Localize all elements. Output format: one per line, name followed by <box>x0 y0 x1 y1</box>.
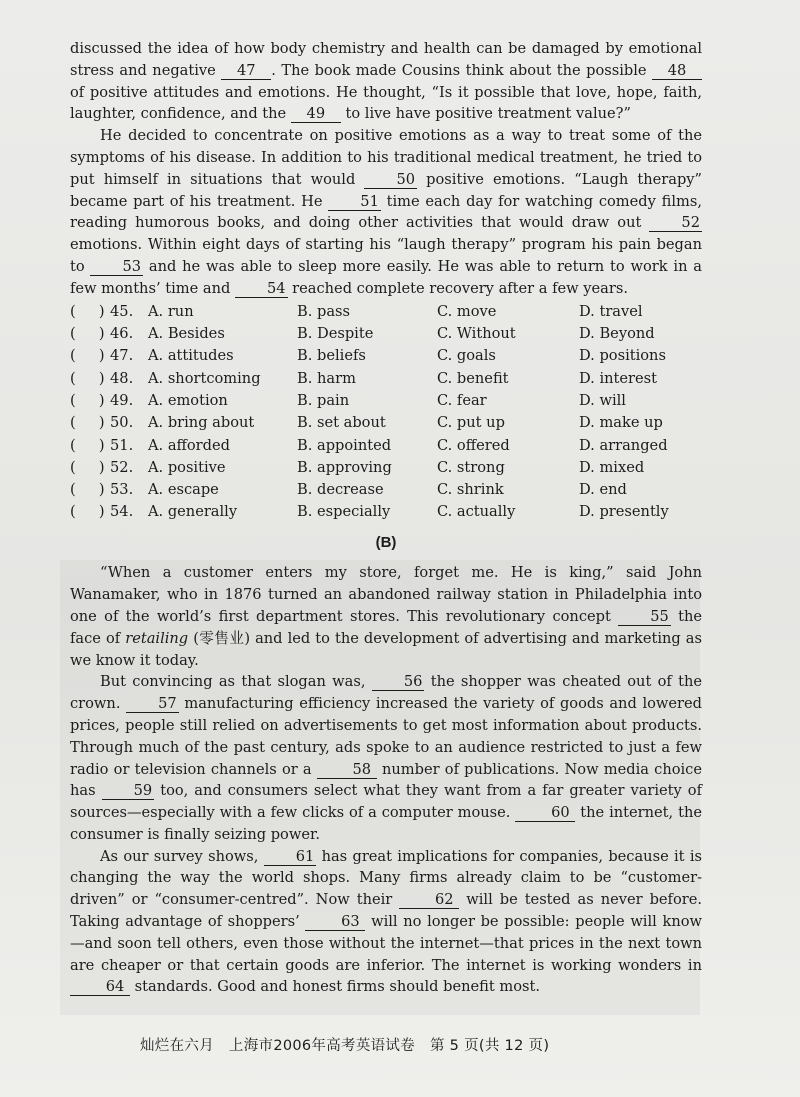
option-row <box>70 367 702 389</box>
question-number: 52. <box>110 458 134 476</box>
question-number: 51. <box>110 436 134 454</box>
option-row <box>70 323 702 345</box>
answer-paren[interactable]: ( ) <box>70 347 105 365</box>
option-d: D. travel <box>579 302 643 320</box>
blank-49[interactable]: 49 <box>291 105 341 123</box>
option-c: C. offered <box>437 436 510 454</box>
option-c: C. shrink <box>437 481 504 499</box>
option-b: B. set about <box>297 414 386 432</box>
option-a: A. Besides <box>148 325 225 343</box>
option-a: A. generally <box>148 503 238 521</box>
blank-64[interactable]: 64 <box>70 978 130 996</box>
option-c: C. benefit <box>437 369 509 387</box>
paragraph-b2: But convincing as that slogan was, 56 the shopper was cheated out of the crown. 57 manufacturing efficiency increased the variety of goods and lowered prices, people still relied on advertisements to get most information about products. Through much of the past century, ads spoke to an audience restricted to just a few radio or television channels or a 58 number of publications. Now media choice has 59 too, and consumers select what they want from a far greater variety of sources—especially with a few clicks of a computer mouse. 60 the internet, the consumer is finally seizing power. <box>70 673 703 843</box>
paragraph-b1: “When a customer enters my store, forget me. He is king,” said John Wanamaker, who in 1876 turned an abandoned railway station in Philadelphia into one of the world’s first department stores. This revolutionary concept 55 the face of retailing (零售业) and led to the development of advertising and marketing as we know it today. <box>70 564 702 669</box>
option-a: A. afforded <box>148 436 230 454</box>
option-b: B. pain <box>297 392 350 409</box>
blank-63[interactable]: 63 <box>305 913 365 931</box>
blank-62[interactable]: 62 <box>399 891 459 909</box>
answer-paren[interactable]: ( ) <box>70 458 105 476</box>
blank-47[interactable]: 47 <box>221 62 271 80</box>
answer-paren[interactable]: ( ) <box>70 436 105 454</box>
blank-55[interactable]: 55 <box>618 608 671 626</box>
option-b: B. harm <box>297 369 356 387</box>
section-b-title: (B) <box>375 533 397 551</box>
blank-57[interactable]: 57 <box>126 695 179 713</box>
blank-59[interactable]: 59 <box>102 782 155 800</box>
option-b: B. beliefs <box>297 347 366 365</box>
blank-48[interactable]: 48 <box>652 62 702 80</box>
option-row <box>70 434 702 456</box>
paragraph-a1: discussed the idea of how body chemistry and health can be damaged by emotional stress and negative 47 . The book made Cousins think about the possible 48 of positive attitudes and emotions. He thought, “Is it possible that love, hope, faith, laughter, confidence, and the 49 to live have positive treatment value?” <box>70 40 702 123</box>
option-d: D. positions <box>579 347 666 365</box>
blank-61[interactable]: 61 <box>264 848 317 866</box>
option-c: C. Without <box>437 325 516 343</box>
option-c: C. put up <box>437 414 505 432</box>
question-number: 47. <box>110 347 134 365</box>
option-c: C. move <box>437 302 497 320</box>
option-row <box>70 457 702 479</box>
option-a: A. positive <box>148 458 226 476</box>
option-d: D. will <box>579 392 626 409</box>
question-number: 48. <box>110 369 134 387</box>
option-a: A. bring about <box>148 414 255 432</box>
option-d: D. mixed <box>579 458 645 476</box>
blank-50[interactable]: 50 <box>364 171 417 189</box>
blank-60[interactable]: 60 <box>515 804 575 822</box>
option-d: D. end <box>579 481 627 499</box>
option-a: A. escape <box>148 481 219 499</box>
question-number: 49. <box>110 392 134 409</box>
page-footer <box>140 1034 700 1055</box>
blank-52[interactable]: 52 <box>649 214 702 232</box>
option-c: C. strong <box>437 458 505 476</box>
option-b: B. especially <box>297 503 391 521</box>
footer-slogan: 灿烂在六月 <box>140 1038 214 1054</box>
option-a: A. run <box>148 302 194 320</box>
option-b: B. Despite <box>297 325 374 343</box>
question-number: 46. <box>110 325 134 343</box>
option-row <box>70 390 702 412</box>
option-d: D. Beyond <box>579 325 655 343</box>
option-row <box>70 345 702 367</box>
option-b: B. decrease <box>297 481 384 499</box>
question-number: 50. <box>110 414 134 432</box>
option-b: B. approving <box>297 458 392 476</box>
answer-paren[interactable]: ( ) <box>70 325 105 343</box>
option-a: A. attitudes <box>148 347 234 365</box>
question-number: 53. <box>110 481 134 499</box>
blank-58[interactable]: 58 <box>317 761 377 779</box>
footer-exam-title: 上海市2006年高考英语试卷 <box>228 1038 416 1054</box>
option-d: D. arranged <box>579 436 668 454</box>
options-list <box>70 301 702 524</box>
blank-53[interactable]: 53 <box>90 258 143 276</box>
answer-paren[interactable]: ( ) <box>70 302 105 320</box>
answer-paren[interactable]: ( ) <box>70 369 105 387</box>
question-number: 45. <box>110 302 134 320</box>
option-d: D. interest <box>579 369 657 387</box>
blank-56[interactable]: 56 <box>372 673 425 691</box>
paragraph-a2: He decided to concentrate on positive emotions as a way to treat some of the symptoms of his disease. In addition to his traditional medical treatment, he tried to put himself in situations that would 50 positive emotions. “Laugh therapy” became part of his treatment. He 51 time each day for watching comedy films, reading humorous books, and doing other activities that would draw out 52 emotions. Within eight days of starting his “laugh therapy” program his pain began to 53 and he was able to sleep more easily. He was able to return to work in a few months’ time and 54 reached complete recovery after a few years. <box>70 127 703 297</box>
option-row <box>70 412 702 434</box>
option-c: C. fear <box>437 392 487 409</box>
option-d: D. make up <box>579 414 663 432</box>
option-c: C. goals <box>437 347 496 365</box>
answer-paren[interactable]: ( ) <box>70 481 105 499</box>
option-a: A. emotion <box>148 392 228 409</box>
blank-51[interactable]: 51 <box>328 193 381 211</box>
answer-paren[interactable]: ( ) <box>70 414 105 432</box>
page-content <box>70 38 702 998</box>
option-row <box>70 479 702 501</box>
question-number: 54. <box>110 503 134 521</box>
option-b: B. pass <box>297 302 351 320</box>
option-b: B. appointed <box>297 436 392 454</box>
option-row <box>70 301 702 323</box>
answer-paren[interactable]: ( ) <box>70 503 105 521</box>
option-a: A. shortcoming <box>148 369 261 387</box>
option-d: D. presently <box>579 503 669 521</box>
option-c: C. actually <box>437 503 516 521</box>
blank-54[interactable]: 54 <box>235 280 288 298</box>
paragraph-b3: As our survey shows, 61 has great implications for companies, because it is changing the way the world shops. Many firms already claim to be “customer-driven” or “consumer-centred”. Now their 62 will be tested as never before. Taking advantage of shoppers’ 63 will no longer be possible: people will know—and soon tell others, even those without the internet—that prices in the next town are cheaper or that certain goods are inferior. The internet is working wonders in 64 standards. Good and honest firms should benefit most. <box>70 847 702 996</box>
option-row <box>70 501 702 523</box>
footer-page-number: 第 5 页(共 12 页) <box>429 1038 550 1054</box>
answer-paren[interactable]: ( ) <box>70 392 105 409</box>
